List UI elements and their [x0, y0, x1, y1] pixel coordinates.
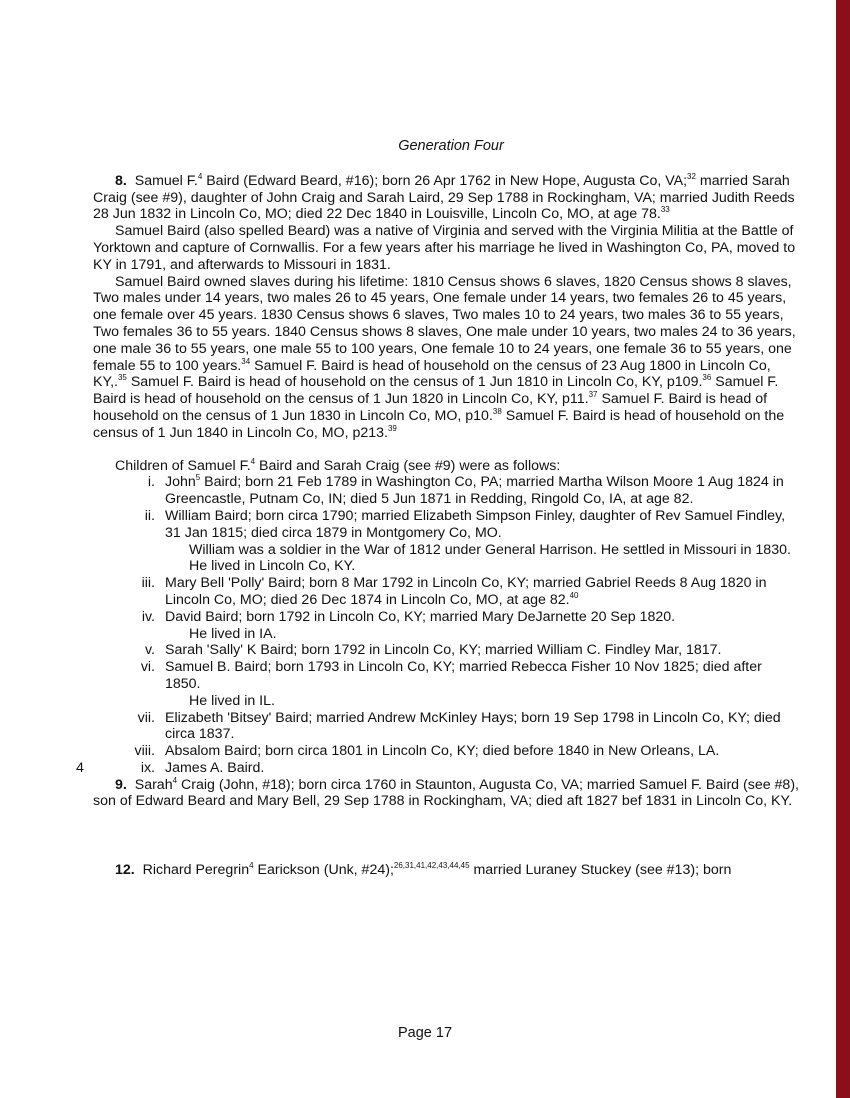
entry-12	[93, 862, 799, 879]
children-intro-text: Children of Samuel F.	[115, 457, 251, 474]
child-note: William was a soldier in the War of 1812 under General Harrison. He settled in Missouri in 1830. He lived in Lincoln Co, KY.	[189, 541, 791, 575]
child-details: Mary Bell 'Polly' Baird; born 8 Mar 1792 in Lincoln Co, KY; married Gabriel Reeds 8 Aug 1820 in Lincoln Co, MO; died 26 Dec 1874 in Lincoln Co, MO, at age 82.	[165, 575, 767, 608]
entry-8-marriages: married Sarah Craig (see #9), daughter of John Craig and Sarah Laird, 29 Sep 1788 in Rockingham, VA; married Judith Reeds 28 Jun 1832 in Lincoln Co, MO; died 22 Dec 1840 in Louisville, Lincoln Co, MO, at age 78.	[93, 172, 795, 223]
child-details: Absalom Baird; born circa 1801 in Lincoln Co, KY; died before 1840 in New Orleans, LA.	[165, 743, 720, 760]
list-item	[93, 659, 799, 709]
generation-superscript: 4	[172, 775, 178, 785]
children-list	[76, 473, 799, 776]
child-number: ix.	[140, 759, 155, 776]
child-number: v.	[145, 642, 155, 659]
footnote-ref: 36	[702, 373, 712, 383]
footnote-ref: 35	[117, 373, 127, 383]
list-item	[93, 474, 799, 508]
child-details: Baird; born 21 Feb 1789 in Washington Co, PA; married Martha Wilson Moore 1 Aug 1824 in Greencastle, Putnam Co, IN; died 5 Jun 1871 in Redding, Ringold Co, IA, at age 82.	[165, 474, 784, 508]
child-details: Elizabeth 'Bitsey' Baird; married Andrew McKinley Hays; born 19 Sep 1798 in Lincoln Co, KY; died circa 1837.	[165, 709, 781, 743]
child-name: John	[165, 474, 196, 491]
entry-9-number: 9.	[115, 776, 127, 793]
entry-8-birth: Baird (Edward Beard, #16); born 26 Apr 1762 in New Hope, Augusta Co, VA;	[202, 172, 688, 189]
entry-8-name: Samuel F.	[134, 172, 198, 189]
census-1820: Samuel F. Baird is head of household on the census of 1 Jun 1820 in Lincoln Co, KY, p11.	[93, 374, 779, 408]
footnote-ref: 38	[492, 406, 502, 416]
list-item	[93, 575, 799, 609]
footnote-ref: 39	[387, 423, 397, 433]
footnote-ref: 33	[660, 205, 670, 215]
list-item	[76, 759, 799, 777]
children-intro	[93, 458, 799, 475]
child-number: ii.	[144, 507, 155, 524]
list-item	[93, 609, 799, 643]
entry-12-details: married Luraney Stuckey (see #13); born	[469, 862, 732, 879]
entry-9-details: Craig (John, #18); born circa 1760 in Staunton, Augusta Co, VA; married Samuel F. Baird (see #8), son of Edward Beard and Mary Bell, 29 Sep 1788 in Rockingham, VA; died aft 1827 bef 1831 in Lincoln Co, KY.	[93, 776, 799, 810]
list-item	[93, 710, 799, 744]
entry-12-parent: Earickson (Unk, #24);	[253, 862, 394, 879]
document-page	[76, 138, 799, 879]
entry-12-name: Richard Peregrin	[142, 862, 250, 879]
generation-marker: 4	[76, 759, 84, 776]
child-details: Sarah 'Sally' K Baird; born 1792 in Lincoln Co, KY; married William C. Findley Mar, 1817.	[165, 642, 722, 659]
generation-superscript: 4	[250, 456, 256, 466]
children-intro-text-rest: Baird and Sarah Craig (see #9) were as follows:	[255, 457, 561, 474]
page-number: Page 17	[397, 1025, 453, 1041]
entry-8-census	[93, 274, 799, 442]
child-number: iv.	[141, 608, 155, 625]
entry-9	[93, 777, 799, 811]
child-note: He lived in IL.	[189, 692, 275, 709]
entry-8-number: 8.	[115, 172, 127, 189]
census-slaves: Samuel Baird owned slaves during his lifetime: 1810 Census shows 6 slaves, 1820 Census shows 8 slaves, Two males under 14 years, two males 26 to 45 years, One female under 14 years, two females 26 to 45 years, one female over 45 years. 1830 Census shows 6 slaves, Two males 10 to 24 years, two males 36 to 55 years, Two females 36 to 55 years. 1840 Census shows 8 slaves, One male under 10 years, two males 24 to 36 years, one male 36 to 55 years, one male 55 to 100 years, One female 10 to 24 years, one female 36 to 55 years, one female 55 to 100 years.	[93, 273, 796, 374]
child-note: He lived in IA.	[189, 625, 277, 642]
generation-superscript: 5	[195, 473, 201, 483]
generation-superscript: 4	[197, 171, 203, 181]
footnote-ref: 37	[588, 390, 598, 400]
child-details: William Baird; born circa 1790; married Elizabeth Simpson Finley, daughter of Rev Samuel Findley, 31 Jan 1815; died circa 1879 in Montgomery Co, MO.	[165, 507, 786, 541]
child-number: i.	[147, 474, 155, 491]
census-1810: Samuel F. Baird is head of household on the census of 1 Jun 1810 in Lincoln Co, KY, p109.	[126, 374, 703, 391]
generation-superscript: 4	[249, 861, 254, 871]
footnote-ref: 26,31,41,42,43,44,45	[393, 861, 470, 871]
footnote-ref: 34	[241, 356, 251, 366]
list-item	[93, 508, 799, 575]
child-number: iii.	[141, 575, 155, 592]
child-number: vi.	[140, 659, 155, 676]
list-item	[93, 743, 799, 760]
entry-8	[93, 173, 799, 223]
generation-heading: Generation Four	[398, 138, 504, 154]
child-details: James A. Baird.	[165, 759, 265, 776]
census-1800: Samuel F. Baird is head of household on the census of 23 Aug 1800 in Lincoln Co, KY,.	[93, 357, 771, 391]
entry-8-biography: Samuel Baird (also spelled Beard) was a native of Virginia and served with the Virginia Militia at the Battle of Yorktown and capture of Cornwallis. For a few years after his marriage he lived in Washington Co, PA, moved to KY in 1791, and afterwards to Missouri in 1831.	[93, 223, 796, 273]
child-number: viii.	[134, 743, 155, 760]
footnote-ref: 32	[687, 171, 696, 181]
list-item	[93, 642, 799, 659]
entry-12-number: 12.	[115, 862, 135, 879]
child-details: David Baird; born 1792 in Lincoln Co, KY; married Mary DeJarnette 20 Sep 1820.	[165, 608, 676, 625]
page-edge-border	[836, 0, 850, 1098]
entry-9-name: Sarah	[134, 776, 173, 793]
child-details: Samuel B. Baird; born 1793 in Lincoln Co, KY; married Rebecca Fisher 10 Nov 1825; died after 1850.	[165, 659, 762, 692]
child-number: vii.	[137, 709, 155, 726]
census-1840: Samuel F. Baird is head of household on the census of 1 Jun 1840 in Lincoln Co, MO, p213.	[93, 407, 785, 441]
census-1830: Samuel F. Baird is head of household on the census of 1 Jun 1830 in Lincoln Co, MO, p10.	[93, 391, 768, 424]
footnote-ref: 40	[569, 590, 579, 600]
